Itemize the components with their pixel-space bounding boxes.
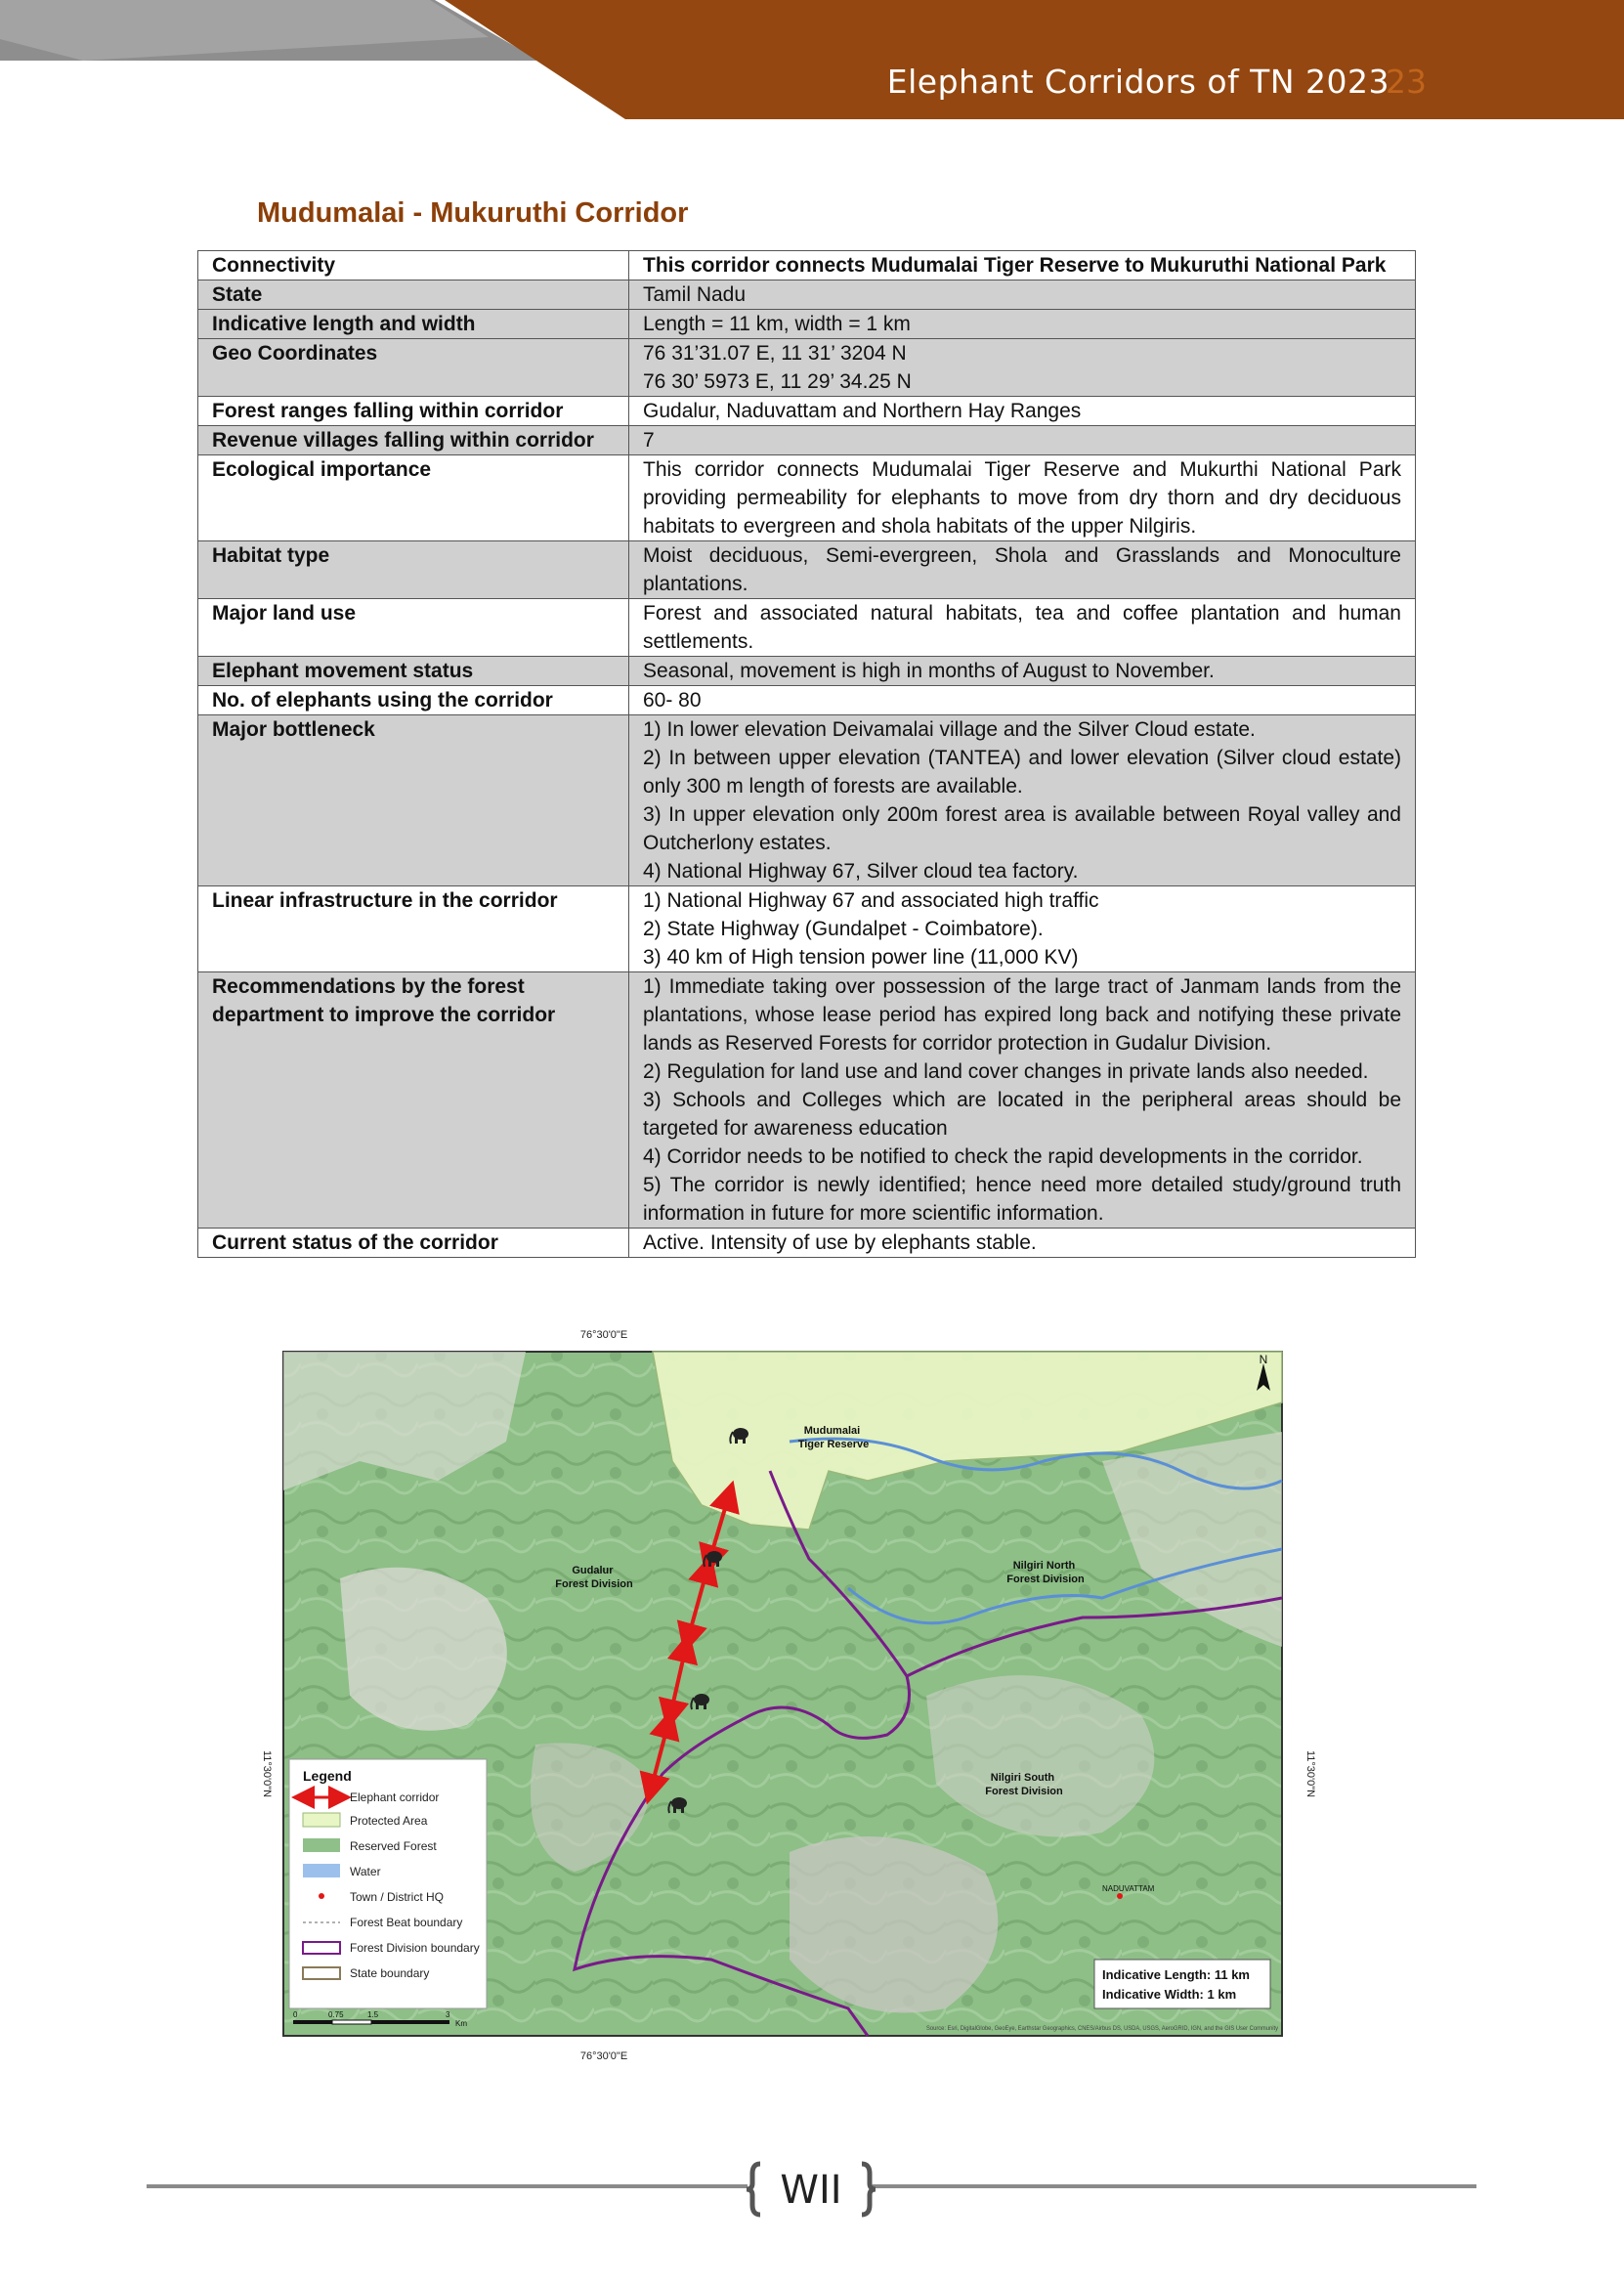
table-row (198, 715, 1416, 886)
row-value-line: This corridor connects Mudumalai Tiger Reserve to Mukuruthi National Park (643, 254, 1387, 277)
section-title: Mudumalai - Mukuruthi Corridor (257, 197, 689, 229)
label-nilgiri-north-1: Nilgiri North (1012, 1560, 1076, 1572)
svg-text:3: 3 (446, 2010, 450, 2019)
table-row (198, 455, 1416, 541)
row-label: Connectivity (198, 251, 629, 280)
legend-item: Forest Beat boundary (350, 1916, 463, 1929)
map-legend (289, 1759, 487, 2008)
header-ghost-text: 23 (1386, 63, 1427, 101)
row-value (629, 1229, 1416, 1258)
row-value-line: 7 (643, 429, 655, 452)
row-value-line: 1) National Highway 67 and associated high traffic (643, 889, 1099, 912)
row-value (629, 280, 1416, 310)
row-value (629, 886, 1416, 972)
label-nilgiri-south-1: Nilgiri South (990, 1772, 1055, 1784)
lat-label-left: 11°30'0"N (261, 1749, 273, 1798)
indicative-width: Indicative Width: 1 km (1102, 1987, 1237, 2002)
row-value-line: 4) Corridor needs to be notified to check the rapid developments in the corridor. (643, 1145, 1363, 1168)
row-value-line: 4) National Highway 67, Silver cloud tea factory. (643, 860, 1079, 883)
label-mudumalai-1: Mudumalai (803, 1425, 861, 1437)
row-label: Recommendations by the forest department to improve the corridor (198, 972, 629, 1229)
page-number-text: WII (780, 2168, 842, 2213)
row-label: Forest ranges falling within corridor (198, 397, 629, 426)
row-value-line: 2) Regulation for land use and land cover changes in private lands also needed. (643, 1060, 1369, 1083)
page-number (743, 2160, 879, 2219)
table-row (198, 426, 1416, 455)
lon-label-bottom: 76°30'0"E (579, 2050, 628, 2062)
row-value-line: 2) In between upper elevation (TANTEA) and lower elevation (Silver cloud estate) only 300 m length of forests are available. (643, 747, 1401, 798)
page-header (0, 0, 1624, 122)
row-value (629, 541, 1416, 599)
row-value-line: Seasonal, movement is high in months of August to November. (643, 660, 1215, 682)
row-value-line: Tamil Nadu (643, 283, 747, 306)
footer-rule-right (873, 2184, 1476, 2188)
table-row (198, 657, 1416, 686)
svg-text:0: 0 (293, 2010, 298, 2019)
row-value-line: Gudalur, Naduvattam and Northern Hay Ranges (643, 400, 1082, 422)
label-nilgiri-south-2: Forest Division (985, 1786, 1063, 1797)
row-value (629, 310, 1416, 339)
row-label: State (198, 280, 629, 310)
indicative-length: Indicative Length: 11 km (1102, 1967, 1250, 1982)
table-row (198, 599, 1416, 657)
corridor-info-table (197, 250, 1416, 1258)
row-value (629, 715, 1416, 886)
row-value (629, 599, 1416, 657)
table-row (198, 972, 1416, 1229)
legend-item: Elephant corridor (350, 1790, 440, 1804)
table-row (198, 541, 1416, 599)
row-value-line: 60- 80 (643, 689, 702, 712)
row-label: No. of elephants using the corridor (198, 686, 629, 715)
label-nilgiri-north-2: Forest Division (1006, 1574, 1085, 1585)
header-banner-shapes (0, 0, 1624, 122)
legend-item: Town / District HQ (350, 1890, 445, 1904)
row-value (629, 455, 1416, 541)
row-value (629, 251, 1416, 280)
row-label: Linear infrastructure in the corridor (198, 886, 629, 972)
table-row (198, 686, 1416, 715)
legend-title: Legend (303, 1768, 352, 1784)
row-value-line: 3) 40 km of High tension power line (11,000 KV) (643, 946, 1079, 969)
row-value-line: Forest and associated natural habitats, tea and coffee plantation and human settlements. (643, 602, 1401, 653)
legend-item: Reserved Forest (350, 1839, 437, 1853)
table-row (198, 339, 1416, 397)
corridor-map (242, 1324, 1337, 2067)
row-label: Major land use (198, 599, 629, 657)
row-label: Current status of the corridor (198, 1229, 629, 1258)
row-label: Geo Coordinates (198, 339, 629, 397)
row-value (629, 426, 1416, 455)
row-value-line: 3) Schools and Colleges which are located in the peripheral areas should be targeted for awareness education (643, 1089, 1401, 1140)
legend-item: State boundary (350, 1966, 430, 1980)
table-row (198, 397, 1416, 426)
map-credit: Source: Esri, DigitalGlobe, GeoEye, Earthstar Geographics, CNES/Airbus DS, USDA, USGS, AeroGRID, IGN, and the GIS User Community (926, 2026, 1278, 2032)
row-value (629, 397, 1416, 426)
legend-item: Forest Division boundary (350, 1941, 480, 1955)
svg-text:0.75: 0.75 (328, 2010, 344, 2019)
svg-text:Km: Km (455, 2019, 467, 2028)
label-gudalur-2: Forest Division (555, 1578, 633, 1590)
row-value (629, 972, 1416, 1229)
row-value-line: 76 30’ 5973 E, 11 29’ 34.25 N (643, 370, 912, 393)
row-value (629, 686, 1416, 715)
row-label: Revenue villages falling within corridor (198, 426, 629, 455)
row-value-line: 76 31’31.07 E, 11 31’ 3204 N (643, 342, 907, 365)
indicative-box (1094, 1960, 1270, 2008)
row-value-line: Length = 11 km, width = 1 km (643, 313, 911, 335)
label-mudumalai-2: Tiger Reserve (797, 1439, 870, 1450)
table-row (198, 310, 1416, 339)
row-value-line: This corridor connects Mudumalai Tiger Reserve and Mukurthi National Park providing permeability for elephants to move from dry thorn and dry deciduous habitats to evergreen and shola habitats of the upper Nilgiris. (643, 458, 1401, 538)
map-svg (242, 1324, 1337, 2067)
row-value-line: 2) State Highway (Gundalpet - Coimbatore). (643, 918, 1044, 940)
row-label: Habitat type (198, 541, 629, 599)
row-value-line: 1) Immediate taking over possession of the large tract of Janmam lands from the plantations, whose lease period has expired long back and notifying these private lands as Reserved Forests for corridor protection in Gudalur Division. (643, 975, 1401, 1055)
row-label: Indicative length and width (198, 310, 629, 339)
lon-label-top: 76°30'0"E (579, 1329, 628, 1341)
table-row (198, 251, 1416, 280)
table-row (198, 886, 1416, 972)
row-value-line: 1) In lower elevation Deivamalai village and the Silver Cloud estate. (643, 718, 1256, 741)
row-value-line: 3) In upper elevation only 200m forest area is available between Royal valley and Outcherlony estates. (643, 803, 1401, 854)
legend-item: Protected Area (350, 1814, 428, 1828)
row-value (629, 339, 1416, 397)
table-row (198, 280, 1416, 310)
label-naduvattam: NADUVATTAM (1102, 1884, 1155, 1893)
town-marker (1117, 1893, 1123, 1899)
header-title: Elephant Corridors of TN 2023 (886, 63, 1389, 101)
svg-text:1.5: 1.5 (367, 2010, 379, 2019)
footer-rule-left (147, 2184, 748, 2188)
row-value (629, 657, 1416, 686)
row-label: Ecological importance (198, 455, 629, 541)
row-label: Major bottleneck (198, 715, 629, 886)
table-row (198, 1229, 1416, 1258)
row-value-line: Active. Intensity of use by elephants stable. (643, 1231, 1037, 1254)
legend-item: Water (350, 1865, 381, 1878)
row-value-line: Moist deciduous, Semi-evergreen, Shola and Grasslands and Monoculture plantations. (643, 544, 1401, 595)
row-label: Elephant movement status (198, 657, 629, 686)
svg-text:N: N (1259, 1353, 1268, 1366)
row-value-line: 5) The corridor is newly identified; hence need more detailed study/ground truth information in future for more scientific information. (643, 1174, 1401, 1225)
lat-label-right: 11°30'0"N (1304, 1749, 1316, 1798)
label-gudalur-1: Gudalur (572, 1565, 614, 1576)
